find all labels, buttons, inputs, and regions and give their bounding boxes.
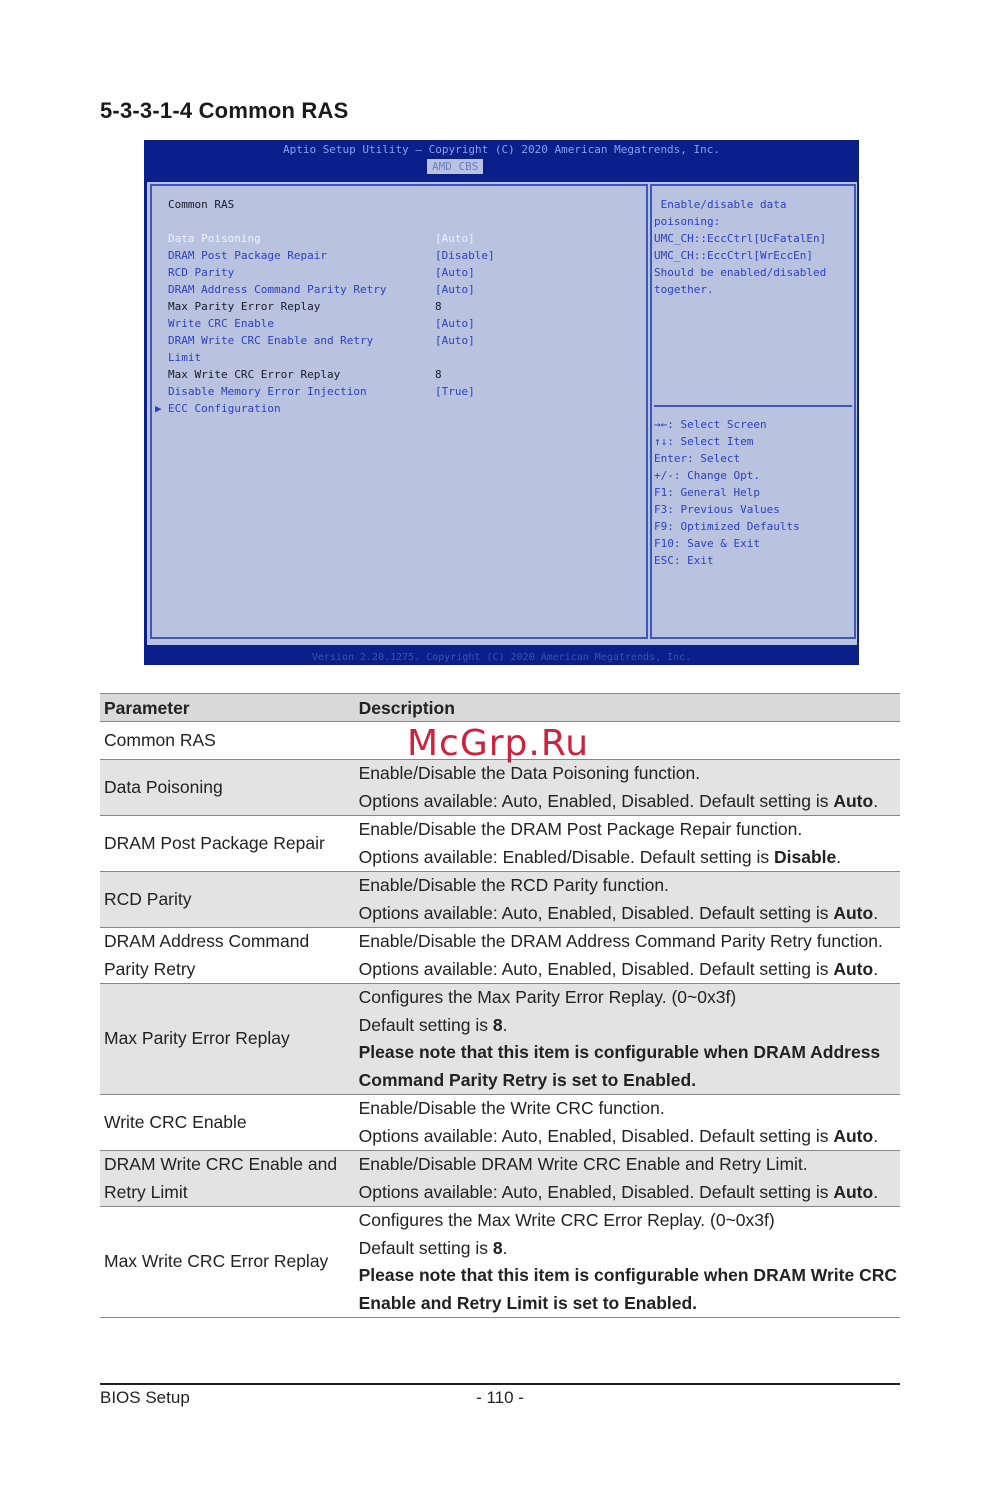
description-text: Enable/Disable the Data Poisoning function. bbox=[358, 763, 701, 783]
description-emphasis: Command Parity Retry is set to Enabled. bbox=[358, 1069, 697, 1090]
description-line bbox=[359, 900, 897, 928]
bios-item-value: [Auto] bbox=[435, 232, 475, 245]
bios-item[interactable] bbox=[152, 383, 642, 400]
description-text: Options available: Auto, Enabled, Disabled. Default setting is bbox=[358, 902, 834, 923]
description-emphasis: Please note that this item is configurable when DRAM Write CRC bbox=[358, 1265, 897, 1285]
description-text: Enable/Disable DRAM Write CRC Enable and Retry Limit. bbox=[358, 1154, 808, 1174]
parameter-cell: Max Write CRC Error Replay bbox=[100, 1207, 355, 1318]
table-row bbox=[100, 1207, 900, 1318]
description-text: . bbox=[502, 1014, 508, 1035]
table-row bbox=[100, 1151, 900, 1207]
bios-help-line: Enable/disable data bbox=[654, 198, 787, 211]
bios-item[interactable] bbox=[152, 264, 642, 281]
footer-section-name: BIOS Setup bbox=[100, 1388, 190, 1407]
description-text: . bbox=[836, 846, 842, 867]
table-header-row bbox=[100, 694, 900, 722]
table-row bbox=[100, 816, 900, 872]
description-emphasis: Disable bbox=[774, 846, 837, 867]
bios-item[interactable] bbox=[152, 298, 642, 315]
description-emphasis: Auto bbox=[833, 958, 874, 979]
description-text: Configures the Max Write CRC Error Replay. (0~0x3f) bbox=[358, 1210, 775, 1230]
description-line bbox=[359, 788, 897, 816]
description-line bbox=[359, 1095, 897, 1123]
description-text: . bbox=[873, 1181, 879, 1202]
description-text: Options available: Enabled/Disable. Default setting is bbox=[358, 846, 775, 867]
description-text: . bbox=[502, 1237, 508, 1258]
description-cell bbox=[355, 1207, 900, 1318]
bios-help-line: UMC_CH::EccCtrl[UcFatalEn] bbox=[654, 232, 827, 245]
description-text: Options available: Auto, Enabled, Disabled. Default setting is bbox=[358, 1181, 834, 1202]
bios-item-label: DRAM Address Command Parity Retry bbox=[168, 283, 387, 296]
table-row bbox=[100, 1095, 900, 1151]
parameter-cell: Max Parity Error Replay bbox=[100, 984, 355, 1095]
submenu-arrow-icon: ▶ bbox=[155, 402, 162, 415]
bios-help-text bbox=[654, 196, 854, 298]
table-row bbox=[100, 984, 900, 1095]
bios-item-label: Disable Memory Error Injection bbox=[168, 385, 367, 398]
parameter-cell: DRAM Post Package Repair bbox=[100, 816, 355, 872]
bios-help-divider bbox=[654, 405, 852, 407]
description-line bbox=[359, 1151, 897, 1179]
bios-key-line: F1: General Help bbox=[654, 486, 760, 499]
description-text: Enable/Disable the DRAM Post Package Repair function. bbox=[358, 819, 803, 839]
description-line bbox=[359, 956, 897, 984]
bios-help-line: UMC_CH::EccCtrl[WrEccEn] bbox=[654, 249, 813, 262]
bios-tab-amd-cbs[interactable]: AMD CBS bbox=[427, 159, 483, 174]
description-line bbox=[359, 984, 897, 1012]
bios-item-value: [Auto] bbox=[435, 317, 475, 330]
bios-key-legend bbox=[654, 416, 854, 569]
bios-item-value: [Disable] bbox=[435, 249, 495, 262]
description-cell bbox=[355, 816, 900, 872]
description-text: . bbox=[873, 902, 879, 923]
bios-key-line: ↑↓: Select Item bbox=[654, 435, 754, 448]
description-text: Options available: Auto, Enabled, Disabled. Default setting is bbox=[358, 1125, 834, 1146]
bios-key-line: F3: Previous Values bbox=[654, 503, 780, 516]
bios-item[interactable] bbox=[152, 315, 642, 332]
bios-item-label: Max Write CRC Error Replay bbox=[168, 368, 341, 381]
description-text: Default setting is bbox=[358, 1014, 493, 1035]
section-title: 5-3-3-1-4 Common RAS bbox=[100, 98, 349, 123]
page-number: - 110 - bbox=[476, 1388, 524, 1407]
bios-item[interactable] bbox=[152, 230, 642, 247]
bios-heading: Common RAS bbox=[168, 198, 235, 211]
description-cell bbox=[355, 984, 900, 1095]
bios-screenshot bbox=[144, 140, 859, 665]
description-emphasis: Auto bbox=[833, 1181, 874, 1202]
description-text: Options available: Auto, Enabled, Disabled. Default setting is bbox=[358, 790, 834, 811]
description-emphasis: Auto bbox=[833, 790, 874, 811]
bios-key-line: +/-: Change Opt. bbox=[654, 469, 760, 482]
bios-key-line: F9: Optimized Defaults bbox=[654, 520, 800, 533]
description-text: Enable/Disable the RCD Parity function. bbox=[358, 875, 669, 895]
description-line bbox=[359, 1207, 897, 1235]
description-line bbox=[359, 872, 897, 900]
description-cell bbox=[355, 872, 900, 928]
description-line bbox=[359, 1067, 897, 1095]
description-cell bbox=[355, 760, 900, 816]
description-emphasis: 8 bbox=[492, 1237, 503, 1258]
description-text: Enable/Disable the Write CRC function. bbox=[358, 1098, 665, 1118]
bios-item[interactable] bbox=[152, 332, 642, 349]
description-emphasis: 8 bbox=[492, 1014, 503, 1035]
description-text: . bbox=[873, 1125, 879, 1146]
bios-item-label: Limit bbox=[168, 351, 202, 364]
bios-item-label: Data Poisoning bbox=[168, 232, 261, 245]
description-line bbox=[359, 1123, 897, 1151]
footer-rule bbox=[100, 1383, 900, 1385]
description-emphasis: Please note that this item is configurable when DRAM Address bbox=[358, 1042, 881, 1062]
table-row bbox=[100, 928, 900, 984]
description-line bbox=[359, 1012, 897, 1040]
bios-item-value: [True] bbox=[435, 385, 475, 398]
header-description: Description bbox=[355, 694, 900, 722]
parameter-table-body bbox=[100, 722, 900, 1318]
bios-item-label: DRAM Write CRC Enable and Retry bbox=[168, 334, 374, 347]
bios-item-value: [Auto] bbox=[435, 266, 475, 279]
bios-item[interactable] bbox=[152, 366, 642, 383]
bios-item-list bbox=[152, 230, 642, 417]
description-cell bbox=[355, 928, 900, 984]
table-row bbox=[100, 760, 900, 816]
watermark: McGrp.Ru bbox=[407, 723, 590, 764]
bios-item-value: 8 bbox=[435, 300, 442, 313]
bios-item-value: [Auto] bbox=[435, 283, 475, 296]
description-line bbox=[359, 844, 897, 872]
bios-item-label: Write CRC Enable bbox=[168, 317, 274, 330]
bios-item[interactable] bbox=[152, 349, 642, 366]
parameter-cell: Write CRC Enable bbox=[100, 1095, 355, 1151]
parameter-table bbox=[100, 693, 900, 1318]
bios-item-label: ECC Configuration bbox=[168, 402, 281, 415]
parameter-cell: DRAM Write CRC Enable and Retry Limit bbox=[100, 1151, 355, 1207]
description-line bbox=[359, 928, 897, 956]
bios-footer: Version 2.20.1275. Copyright (C) 2020 American Megatrends, Inc. bbox=[311, 652, 692, 663]
description-line bbox=[359, 1290, 897, 1318]
description-cell bbox=[355, 1095, 900, 1151]
bios-item[interactable] bbox=[152, 247, 642, 264]
description-text: Configures the Max Parity Error Replay. (0~0x3f) bbox=[358, 987, 737, 1007]
description-text: . bbox=[873, 790, 879, 811]
description-line bbox=[359, 760, 897, 788]
bios-panel bbox=[147, 182, 857, 645]
description-emphasis: Auto bbox=[833, 1125, 874, 1146]
bios-key-line: →←: Select Screen bbox=[654, 418, 767, 431]
bios-settings-pane bbox=[150, 184, 648, 639]
description-emphasis: Auto bbox=[833, 902, 874, 923]
description-emphasis: Enable and Retry Limit is set to Enabled. bbox=[358, 1292, 698, 1313]
description-text: Options available: Auto, Enabled, Disabled. Default setting is bbox=[358, 958, 834, 979]
bios-key-line: Enter: Select bbox=[654, 452, 741, 465]
description-line bbox=[359, 1039, 897, 1067]
parameter-cell: Common RAS bbox=[100, 722, 355, 760]
bios-item-label: DRAM Post Package Repair bbox=[168, 249, 327, 262]
bios-item[interactable] bbox=[152, 281, 642, 298]
bios-item-value: [Auto] bbox=[435, 334, 475, 347]
description-text: Enable/Disable the DRAM Address Command Parity Retry function. bbox=[358, 931, 883, 951]
bios-item-label: Max Parity Error Replay bbox=[168, 300, 321, 313]
bios-item-value: 8 bbox=[435, 368, 442, 381]
bios-key-line: ESC: Exit bbox=[654, 554, 714, 567]
bios-key-line: F10: Save & Exit bbox=[654, 537, 760, 550]
parameter-cell: RCD Parity bbox=[100, 872, 355, 928]
description-text: Default setting is bbox=[358, 1237, 493, 1258]
bios-help-line: poisoning: bbox=[654, 215, 721, 228]
bios-item[interactable] bbox=[152, 400, 642, 417]
description-text: . bbox=[873, 958, 879, 979]
header-parameter: Parameter bbox=[100, 694, 355, 722]
table-row bbox=[100, 872, 900, 928]
description-line bbox=[359, 1179, 897, 1207]
description-line bbox=[359, 816, 897, 844]
bios-title: Aptio Setup Utility – Copyright (C) 2020 American Megatrends, Inc. bbox=[282, 143, 721, 156]
description-cell bbox=[355, 1151, 900, 1207]
description-line bbox=[359, 1262, 897, 1290]
parameter-cell: DRAM Address Command Parity Retry bbox=[100, 928, 355, 984]
bios-help-line: Should be enabled/disabled bbox=[654, 266, 827, 279]
description-line bbox=[359, 1235, 897, 1263]
bios-help-pane bbox=[650, 184, 856, 639]
parameter-cell: Data Poisoning bbox=[100, 760, 355, 816]
bios-help-line: together. bbox=[654, 283, 714, 296]
bios-item-label: RCD Parity bbox=[168, 266, 235, 279]
